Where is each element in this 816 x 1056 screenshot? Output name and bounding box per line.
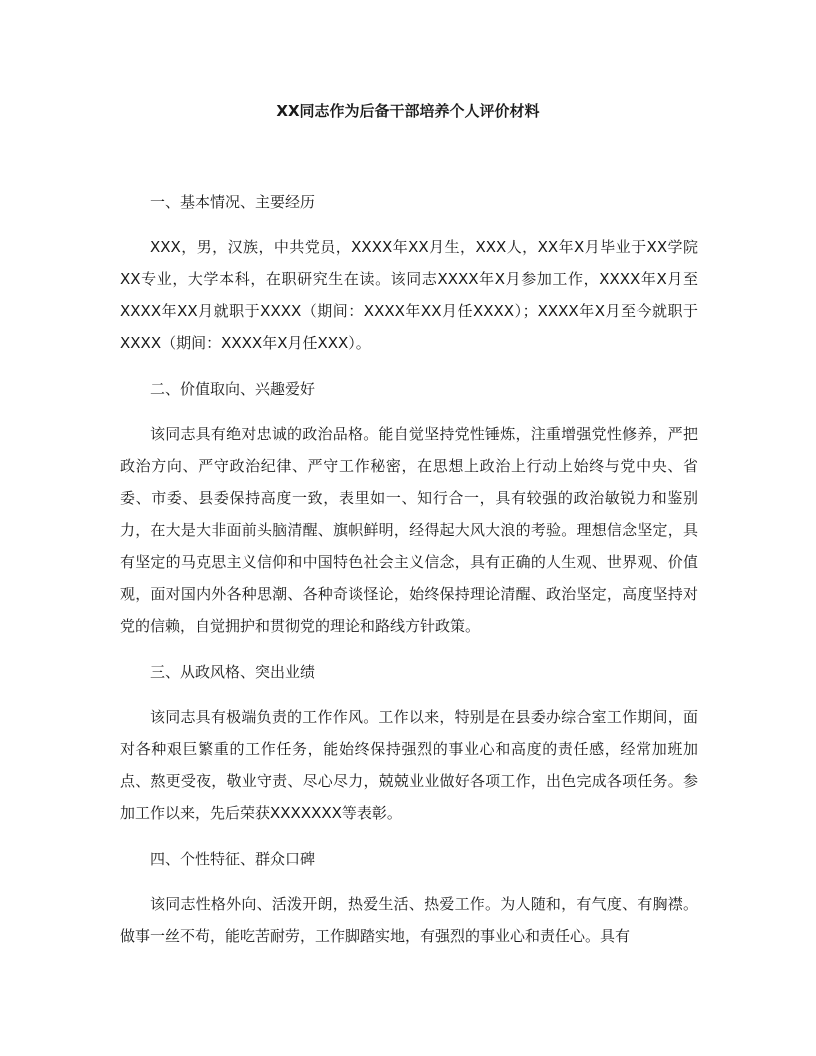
section-heading-personality: 四、个性特征、群众口碑 — [150, 850, 316, 868]
section-paragraph-basic-info: XXX，男，汉族，中共党员，XXXX年XX月生，XXX人，XX年X月毕业于XX学院XX专业，大学本科，在职研究生在读。该同志XXXX年X月参加工作，XXXX年X月至XXXX年XX月就职于XXXX（期间：XXXX年XX月任XXXX）；XXXX年X月至今就职于XXXX（期间：XXXX年X月任XXX）。 — [120, 238, 698, 352]
section-paragraph-work-style: 该同志具有极端负责的工作作风。工作以来，特别是在县委办综合室工作期间，面对各种艰巨繁重的工作任务，能始终保持强烈的事业心和高度的责任感，经常加班加点、熬更受夜，敬业守责、尽心尽力，兢兢业业做好各项工作，出色完成各项任务。参加工作以来，先后荣获XXXXXXX等表彰。 — [120, 708, 698, 822]
section-heading-basic-info: 一、基本情况、主要经历 — [150, 193, 316, 211]
section-heading-work-style: 三、从政风格、突出业绩 — [150, 663, 316, 681]
document-body — [120, 186, 698, 952]
section-paragraph-values: 该同志具有绝对忠诚的政治品格。能自觉坚持党性锤炼，注重增强党性修养，严把政治方向、严守政治纪律、严守工作秘密，在思想上政治上行动上始终与党中央、省委、市委、县委保持高度一致，表里如一、知行合一，具有较强的政治敏锐力和鉴别力，在大是大非面前头脑清醒、旗帜鲜明，经得起大风大浪的考验。理想信念坚定，具有坚定的马克思主义信仰和中国特色社会主义信念，具有正确的人生观、世界观、价值观，面对国内外各种思潮、各种奇谈怪论，始终保持理论清醒、政治坚定，高度坚持对党的信赖，自觉拥护和贯彻党的理论和路线方针政策。 — [120, 425, 698, 635]
document-title: XX同志作为后备干部培养个人评价材料 — [276, 102, 540, 120]
section-heading-values: 二、价值取向、兴趣爱好 — [150, 380, 316, 398]
section-paragraph-personality: 该同志性格外向、活泼开朗，热爱生活、热爱工作。为人随和，有气度、有胸襟。做事一丝不苟，能吃苦耐劳，工作脚踏实地，有强烈的事业心和责任心。具有 — [120, 895, 698, 945]
